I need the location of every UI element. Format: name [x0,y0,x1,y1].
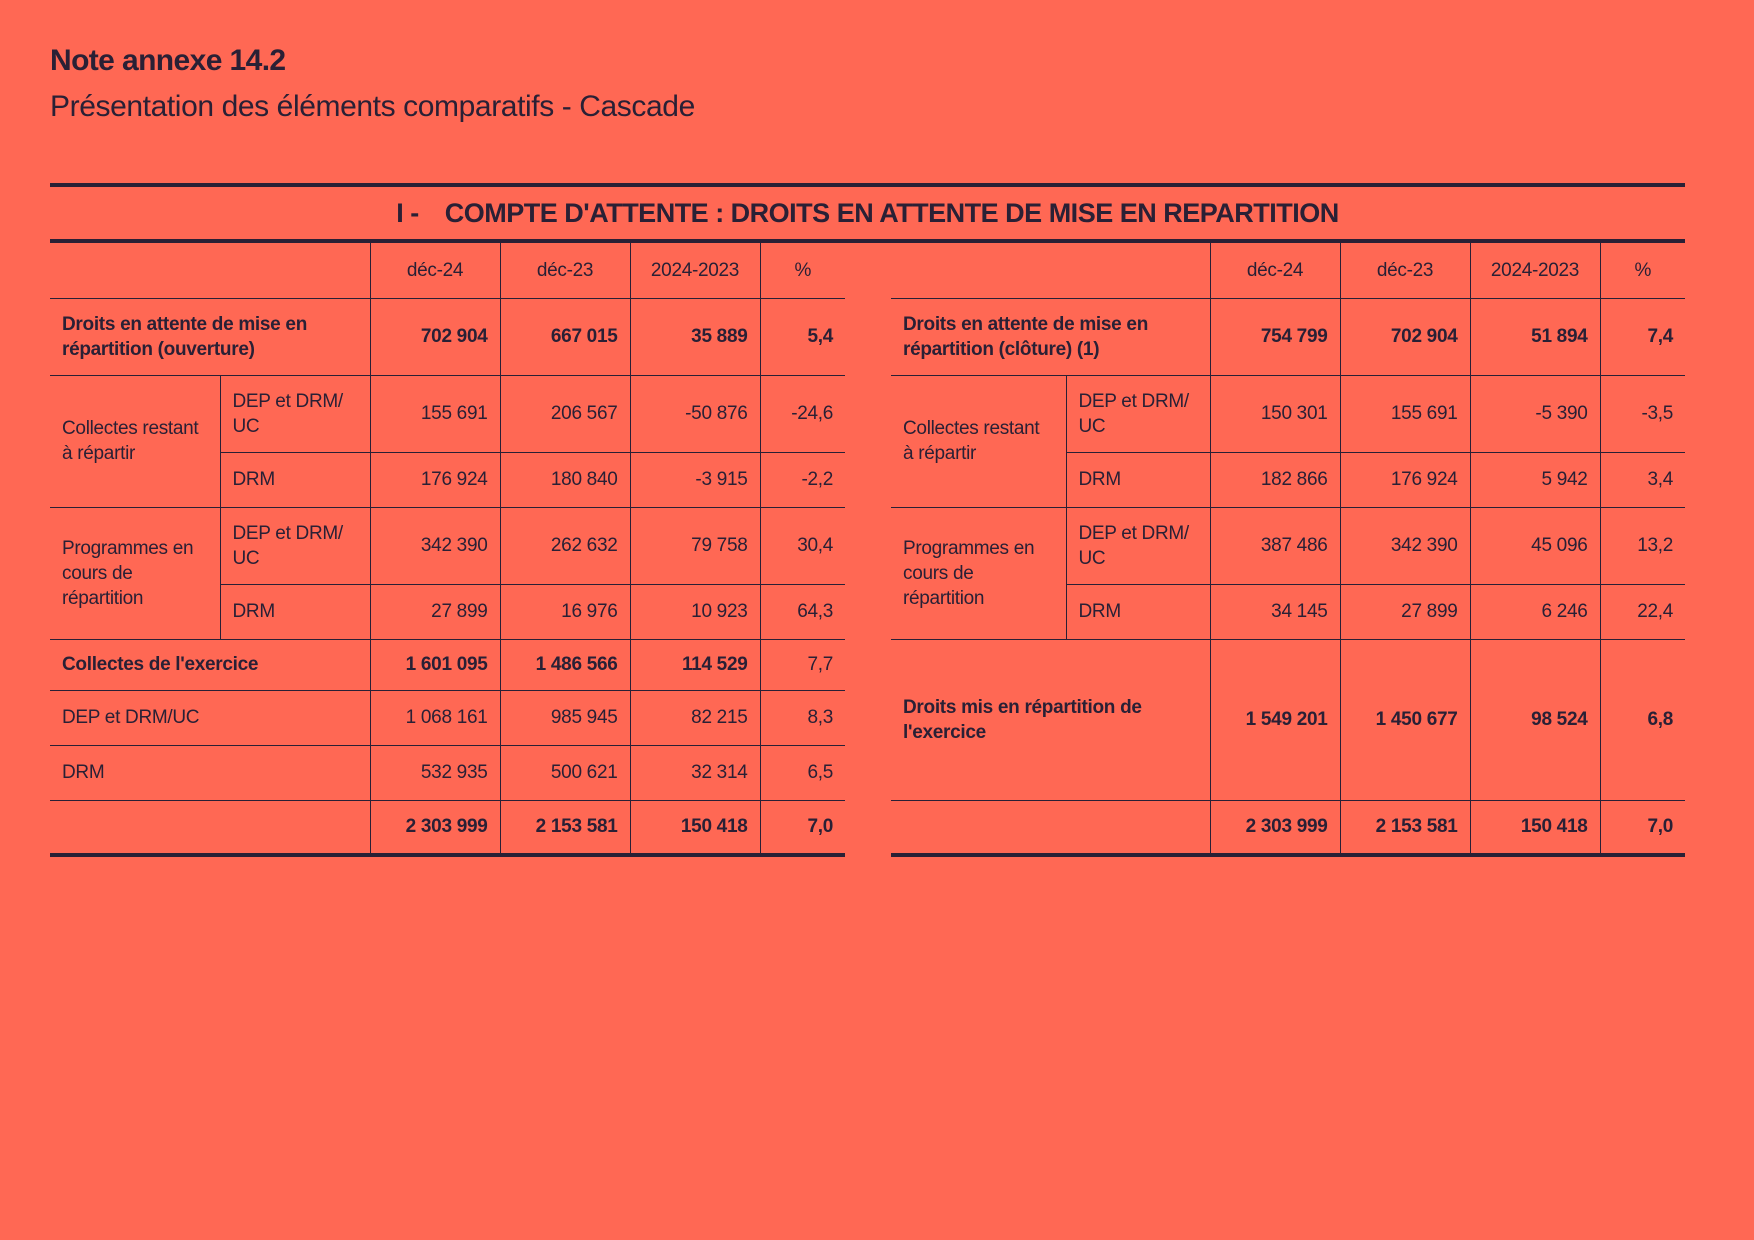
row-label: Collectes de l'exercice [50,639,370,690]
sub-label: DRM [220,584,370,639]
header-variation: 2024-2023 [1470,243,1600,298]
value-cell: 30,4 [760,507,845,584]
value-cell: 1 450 677 [1340,639,1470,800]
value-cell: 500 621 [500,745,630,800]
value-cell: 64,3 [760,584,845,639]
total-row [50,800,845,855]
value-cell: 82 215 [630,690,760,745]
value-cell: 155 691 [370,375,500,452]
sub-label: DEP et DRM/ UC [1066,375,1210,452]
total-cell: 150 418 [1470,800,1600,855]
table-row [50,507,845,584]
value-cell: -3,5 [1600,375,1685,452]
total-cell: 7,0 [760,800,845,855]
value-cell: 206 567 [500,375,630,452]
row-label: Droits en attente de mise en répartition (clôture) (1) [891,298,1210,375]
value-cell: 532 935 [370,745,500,800]
closing-table [891,243,1685,857]
value-cell: 51 894 [1470,298,1600,375]
value-cell: -2,2 [760,452,845,507]
header-dec24: déc-24 [1210,243,1340,298]
value-cell: 262 632 [500,507,630,584]
value-cell: 7,7 [760,639,845,690]
table-row [891,639,1685,800]
value-cell: 155 691 [1340,375,1470,452]
row-label: DEP et DRM/UC [50,690,370,745]
total-cell: 2 303 999 [370,800,500,855]
value-cell: -24,6 [760,375,845,452]
total-cell: 150 418 [630,800,760,855]
value-cell: 27 899 [370,584,500,639]
table-row [50,298,845,375]
value-cell: 32 314 [630,745,760,800]
opening-table [50,243,845,857]
value-cell: 45 096 [1470,507,1600,584]
value-cell: 114 529 [630,639,760,690]
page-subtitle: Présentation des éléments comparatifs - Cascade [50,90,695,123]
total-empty-cell [891,800,1210,855]
value-cell: 387 486 [1210,507,1340,584]
sub-label: DRM [1066,584,1210,639]
table-row [50,639,845,690]
value-cell: 1 601 095 [370,639,500,690]
page-title: Note annexe 14.2 [50,44,286,77]
value-cell: 702 904 [370,298,500,375]
table-row [891,298,1685,375]
group-label: Collectes restant à répartir [891,375,1066,507]
total-cell: 2 153 581 [1340,800,1470,855]
group-label: Collectes restant à répartir [50,375,220,507]
value-cell: 1 486 566 [500,639,630,690]
sub-label: DRM [1066,452,1210,507]
total-empty-cell [50,800,370,855]
value-cell: 180 840 [500,452,630,507]
total-cell: 2 153 581 [500,800,630,855]
total-cell: 2 303 999 [1210,800,1340,855]
value-cell: 6,8 [1600,639,1685,800]
header-percent: % [760,243,845,298]
header-dec24: déc-24 [370,243,500,298]
value-cell: 702 904 [1340,298,1470,375]
value-cell: 150 301 [1210,375,1340,452]
group-label: Programmes en cours de répartition [50,507,220,639]
group-label: Programmes en cours de répartition [891,507,1066,639]
value-cell: 176 924 [1340,452,1470,507]
value-cell: 8,3 [760,690,845,745]
header-dec23: déc-23 [500,243,630,298]
value-cell: 1 068 161 [370,690,500,745]
value-cell: 98 524 [1470,639,1600,800]
value-cell: 985 945 [500,690,630,745]
value-cell: 342 390 [1340,507,1470,584]
table-header-row [891,243,1685,298]
value-cell: 6,5 [760,745,845,800]
total-row [891,800,1685,855]
value-cell: 5,4 [760,298,845,375]
value-cell: 6 246 [1470,584,1600,639]
value-cell: 27 899 [1340,584,1470,639]
value-cell: 13,2 [1600,507,1685,584]
value-cell: 22,4 [1600,584,1685,639]
header-variation: 2024-2023 [630,243,760,298]
value-cell: -3 915 [630,452,760,507]
sub-label: DRM [220,452,370,507]
table-row [891,507,1685,584]
sub-label: DEP et DRM/ UC [220,507,370,584]
section-title: COMPTE D'ATTENTE : DROITS EN ATTENTE DE MISE EN REPARTITION [444,197,1339,228]
table-row [891,375,1685,452]
value-cell: 176 924 [370,452,500,507]
section-number: I - [396,197,419,228]
value-cell: 342 390 [370,507,500,584]
value-cell: 10 923 [630,584,760,639]
sub-label: DEP et DRM/ UC [220,375,370,452]
row-label: DRM [50,745,370,800]
header-dec23: déc-23 [1340,243,1470,298]
total-cell: 7,0 [1600,800,1685,855]
value-cell: 16 976 [500,584,630,639]
row-label: Droits en attente de mise en répartition (ouverture) [50,298,370,375]
header-empty-cell [891,243,1210,298]
sub-label: DEP et DRM/ UC [1066,507,1210,584]
value-cell: 182 866 [1210,452,1340,507]
value-cell: 667 015 [500,298,630,375]
value-cell: 754 799 [1210,298,1340,375]
value-cell: 79 758 [630,507,760,584]
value-cell: 34 145 [1210,584,1340,639]
row-label: Droits mis en répartition de l'exercice [891,639,1210,800]
value-cell: 35 889 [630,298,760,375]
value-cell: 3,4 [1600,452,1685,507]
value-cell: 7,4 [1600,298,1685,375]
value-cell: -50 876 [630,375,760,452]
table-row [50,745,845,800]
header-empty-cell [50,243,370,298]
section-heading [50,183,1685,243]
value-cell: -5 390 [1470,375,1600,452]
table-row [50,690,845,745]
value-cell: 5 942 [1470,452,1600,507]
header-percent: % [1600,243,1685,298]
table-header-row [50,243,845,298]
table-row [50,375,845,452]
value-cell: 1 549 201 [1210,639,1340,800]
